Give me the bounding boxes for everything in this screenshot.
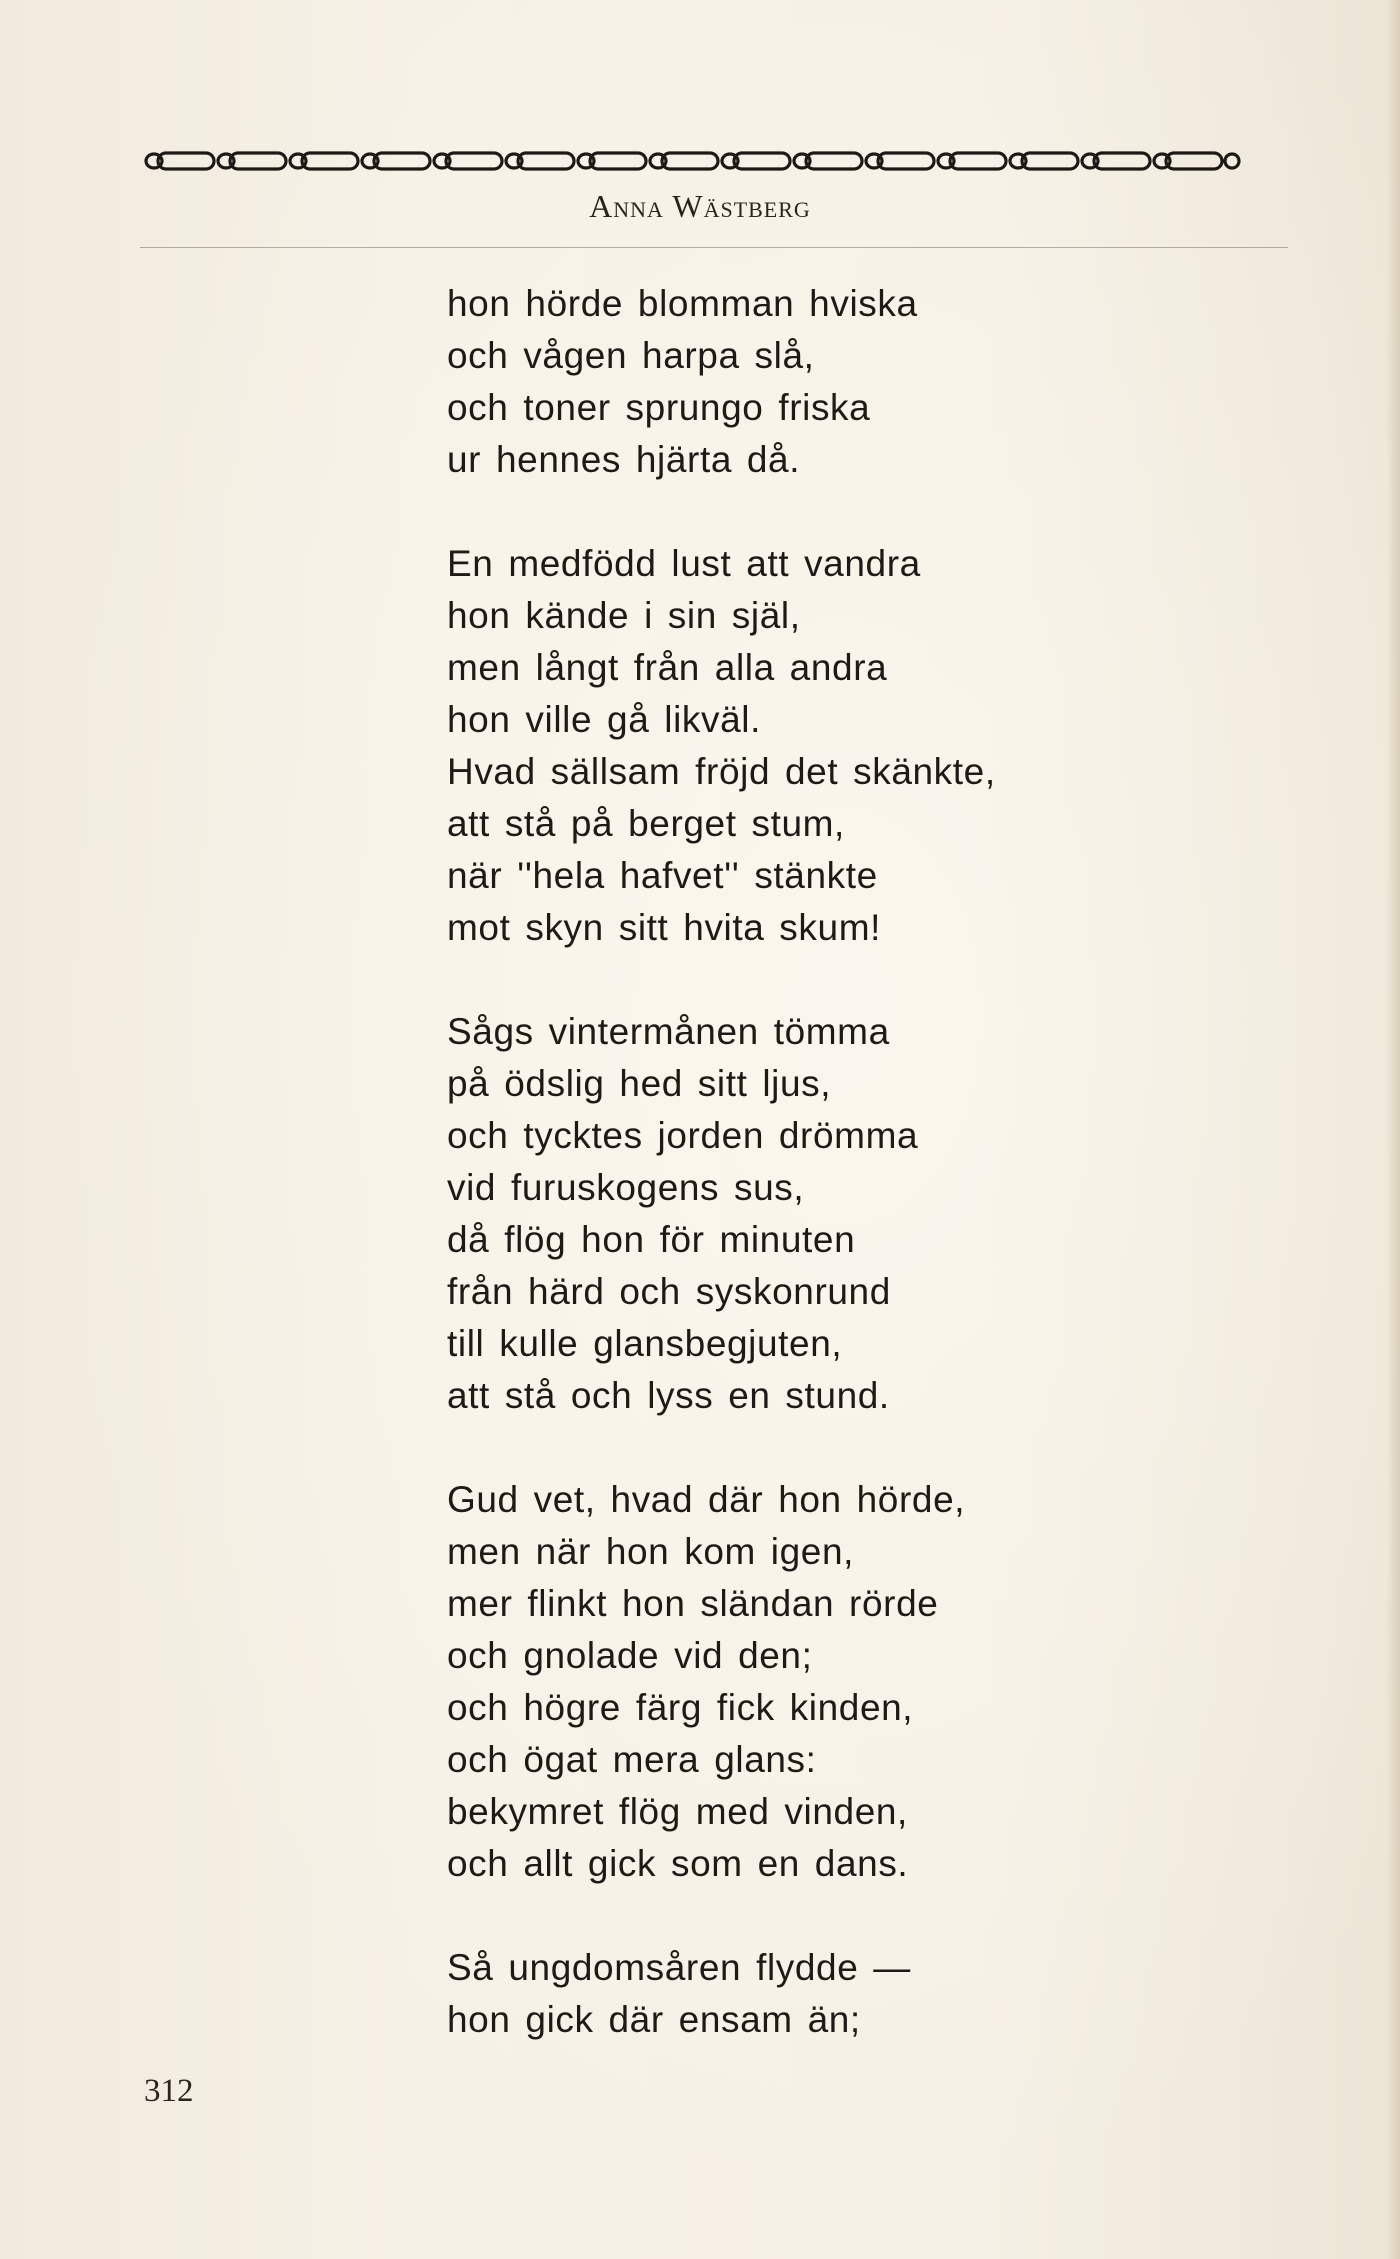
- poem-line: En medfödd lust att vandra: [447, 543, 921, 584]
- stanza: [447, 1006, 1147, 1422]
- chain-link: [1166, 153, 1222, 169]
- chain-link: [302, 153, 358, 169]
- poem-line: men långt från alla andra: [447, 647, 888, 688]
- chain-link: [1094, 153, 1150, 169]
- running-header-author: Anna Wästberg: [589, 188, 811, 224]
- poem-line: att stå på berget stum,: [447, 803, 845, 844]
- poem-line: mot skyn sitt hvita skum!: [447, 907, 881, 948]
- chain-link: [734, 153, 790, 169]
- stanza: [447, 1474, 1147, 1890]
- chain-link: [230, 153, 286, 169]
- poem-line: Hvad sällsam fröjd det skänkte,: [447, 751, 996, 792]
- poem-line: hon hörde blomman hviska: [447, 283, 918, 324]
- stanza: [447, 278, 1147, 486]
- poem-line: vid furuskogens sus,: [447, 1167, 805, 1208]
- chain-link: [590, 153, 646, 169]
- chain-link: [806, 153, 862, 169]
- poem-line: till kulle glansbegjuten,: [447, 1323, 843, 1364]
- chain-ring: [1225, 154, 1239, 168]
- poem-line: ur hennes hjärta då.: [447, 439, 801, 480]
- poem-line: när ''hela hafvet'' stänkte: [447, 855, 878, 896]
- chain-link: [662, 153, 718, 169]
- chain-link: [158, 153, 214, 169]
- poem-line: och allt gick som en dans.: [447, 1843, 909, 1884]
- poem-line: hon gick där ensam än;: [447, 1999, 861, 2040]
- poem-line: och tycktes jorden drömma: [447, 1115, 919, 1156]
- poem-line: hon ville gå likväl.: [447, 699, 761, 740]
- poem-line: Gud vet, hvad där hon hörde,: [447, 1479, 966, 1520]
- chain-link: [446, 153, 502, 169]
- chain-link: [1022, 153, 1078, 169]
- header-rule: [140, 247, 1288, 248]
- stanza: [447, 1942, 1147, 2046]
- chain-link: [950, 153, 1006, 169]
- poem-line: att stå och lyss en stund.: [447, 1375, 890, 1416]
- poem-line: men när hon kom igen,: [447, 1531, 855, 1572]
- poem-line: från härd och syskonrund: [447, 1271, 891, 1312]
- stanza: [447, 538, 1147, 954]
- page-number: 312: [144, 2073, 194, 2109]
- decorative-chain-border: [140, 143, 1282, 179]
- poem-line: och toner sprungo friska: [447, 387, 871, 428]
- chain-link: [518, 153, 574, 169]
- poem-line: och ögat mera glans:: [447, 1739, 817, 1780]
- chain-link: [878, 153, 934, 169]
- poem-text: [447, 278, 1147, 2098]
- poem-line: och vågen harpa slå,: [447, 335, 815, 376]
- poem-line: och gnolade vid den;: [447, 1635, 813, 1676]
- poem-line: Så ungdomsåren flydde —: [447, 1947, 911, 1988]
- chain-link: [374, 153, 430, 169]
- poem-line: då flög hon för minuten: [447, 1219, 856, 1260]
- poem-line: Sågs vintermånen tömma: [447, 1011, 890, 1052]
- poem-line: mer flinkt hon sländan rörde: [447, 1583, 939, 1624]
- poem-line: bekymret flög med vinden,: [447, 1791, 908, 1832]
- poem-line: och högre färg fick kinden,: [447, 1687, 914, 1728]
- page-edge-shadow: [1386, 0, 1400, 2259]
- poem-line: hon kände i sin själ,: [447, 595, 801, 636]
- poem-line: på ödslig hed sitt ljus,: [447, 1063, 832, 1104]
